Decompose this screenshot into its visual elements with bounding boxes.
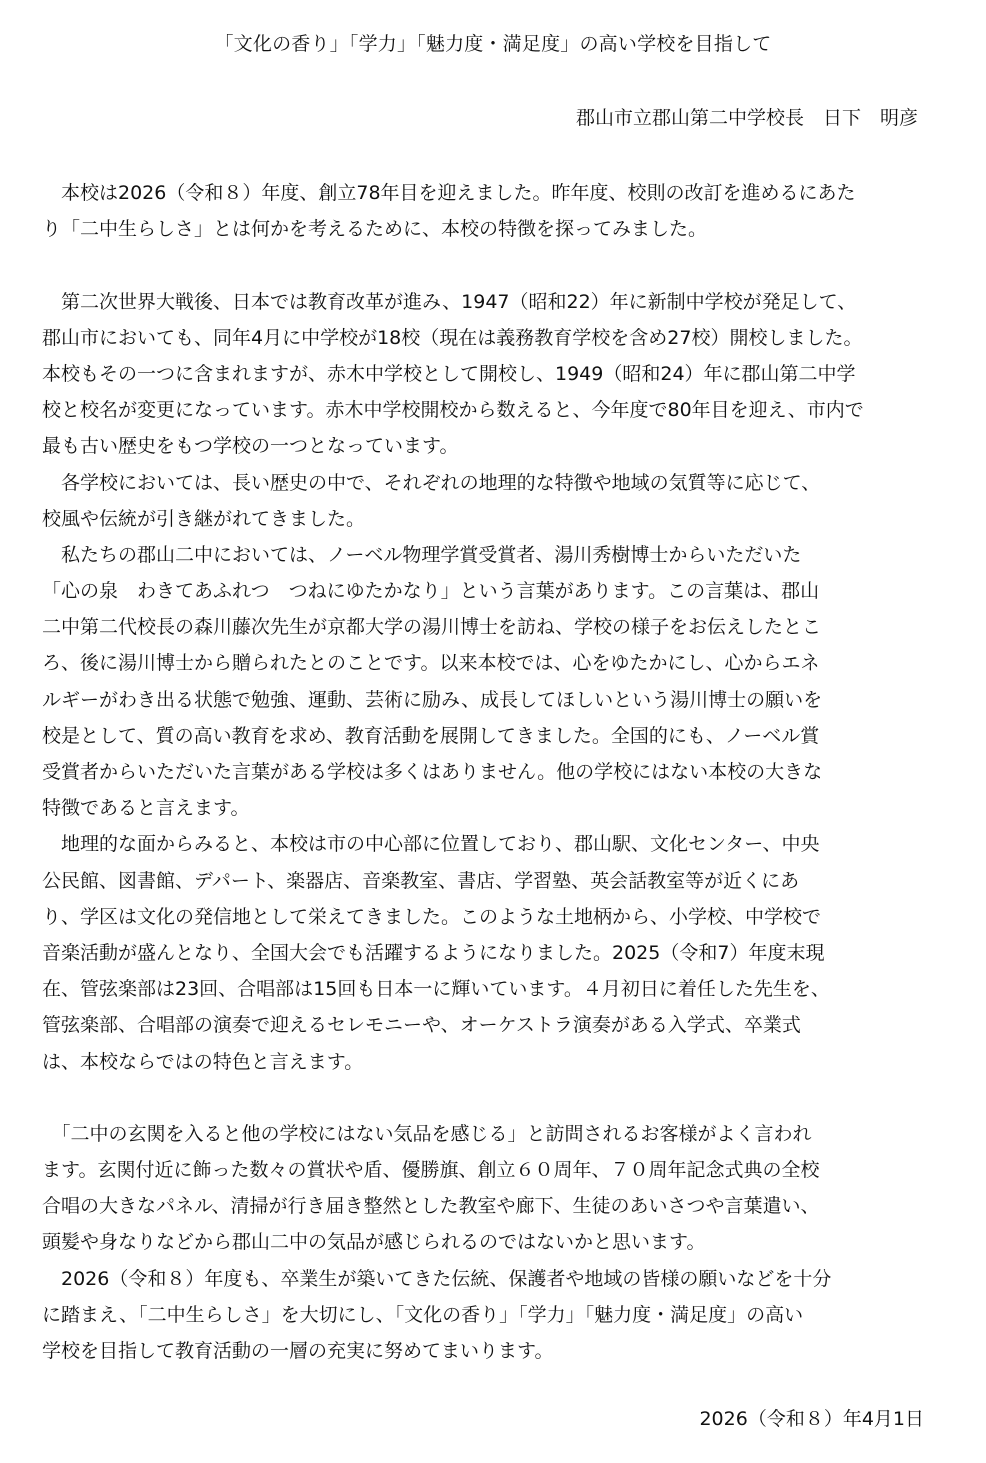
text-line: 2026（令和８）年度も、卒業生が築いてきた伝統、保護者や地域の皆様の願いなどを十分 (42, 1267, 832, 1290)
text-line: 学校を目指して教育活動の一層の充実に努めてまいります。 (42, 1340, 554, 1362)
document-title: 「文化の香り」「学力」「魅力度・満足度」の高い学校を目指して (214, 33, 772, 55)
text-line: 第二次世界大戦後、日本では教育改革が進み、1947（昭和22）年に新制中学校が発足して、 (42, 290, 857, 313)
paragraph (42, 1261, 942, 1370)
text-line: り、学区は文化の発信地として栄えてきました。このような土地柄から、小学校、中学校で (42, 905, 822, 928)
text-line: 二中第二代校長の森川藤次先生が京都大学の湯川博士を訪ね、学校の様子をお伝えしたとこ (42, 616, 822, 639)
text-line: ます。玄関付近に飾った数々の賞状や盾、優勝旗、創立６０周年、７０周年記念式典の全校 (42, 1159, 820, 1182)
text-line: 頭髪や身なりなどから郡山二中の気品が感じられるのではないかと思います。 (42, 1231, 706, 1254)
text-line: 校是として、質の高い教育を求め、教育活動を展開してきました。全国的にも、ノーベル賞 (42, 724, 820, 747)
text-line: 私たちの郡山二中においては、ノーベル物理学賞受賞者、湯川秀樹博士からいただいた (42, 543, 802, 566)
text-line: は、本校ならではの特色と言えます。 (42, 1050, 364, 1073)
text-line: 「二中の玄関を入ると他の学校にはない気品を感じる」と訪問されるお客様がよく言われ (42, 1122, 812, 1145)
text-line: 本校もその一つに含まれますが、赤木中学校として開校し、1949（昭和24）年に郡山第二中学 (42, 362, 856, 385)
paragraph (42, 826, 942, 1079)
document-date: 2026（令和８）年4月1日 (699, 1408, 924, 1430)
text-line: 音楽活動が盛んとなり、全国大会でも活躍するようになりました。2025（令和7）年度末現 (42, 941, 825, 964)
text-line: 各学校においては、長い歴史の中で、それぞれの地理的な特徴や地域の気質等に応じて、 (42, 471, 821, 494)
text-line: 公民館、図書館、デパート、楽器店、音楽教室、書店、学習塾、英会話教室等が近くにあ (42, 869, 800, 892)
text-line: 特徴であると言えます。 (42, 797, 250, 820)
document-body (42, 175, 942, 1369)
text-line: に踏まえ、「二中生らしさ」を大切にし、「文化の香り」「学力」「魅力度・満足度」の高い (42, 1303, 804, 1326)
text-line: 管弦楽部、合唱部の演奏で迎えるセレモニーや、オーケストラ演奏がある入学式、卒業式 (42, 1014, 801, 1037)
paragraph (42, 465, 942, 537)
paragraph (42, 175, 942, 247)
text-line: 合唱の大きなパネル、清掃が行き届き整然とした教室や廊下、生徒のあいさつや言葉遣い、 (42, 1195, 820, 1218)
text-line: 最も古い歴史をもつ学校の一つとなっています。 (42, 435, 459, 458)
text-line: 郡山市においても、同年4月に中学校が18校（現在は義務教育学校を含め27校）開校しました。 (42, 326, 863, 349)
text-line: 「心の泉 わきてあふれつ つねにゆたかなり」という言葉があります。この言葉は、郡山 (42, 580, 820, 603)
text-line: 地理的な面からみると、本校は市の中心部に位置しており、郡山駅、文化センター、中央 (42, 833, 820, 856)
text-line: 受賞者からいただいた言葉がある学校は多くはありません。他の学校にはない本校の大きな (42, 761, 823, 783)
text-line: 校風や伝統が引き継がれてきました。 (42, 507, 366, 530)
text-line: 校と校名が変更になっています。赤木中学校開校から数えると、今年度で80年目を迎え、市内で (42, 399, 864, 422)
paragraph (42, 537, 942, 827)
text-line: 本校は2026（令和８）年度、創立78年目を迎えました。昨年度、校則の改訂を進めるにあた (42, 182, 856, 204)
text-line: ルギーがわき出る状態で勉強、運動、芸術に励み、成長してほしいという湯川博士の願いを (42, 688, 823, 711)
paragraph (42, 284, 942, 465)
text-line: 在、管弦楽部は23回、合唱部は15回も日本一に輝いています。４月初日に着任した先生を、 (42, 978, 830, 1001)
paragraph (42, 1116, 942, 1261)
text-line: ろ、後に湯川博士から贈られたとのことです。以来本校では、心をゆたかにし、心からエネ (42, 652, 820, 675)
text-line: り「二中生らしさ」とは何かを考えるために、本校の特徴を探ってみました。 (42, 218, 708, 241)
author-line: 郡山市立郡山第二中学校長 日下 明彦 (575, 107, 918, 129)
